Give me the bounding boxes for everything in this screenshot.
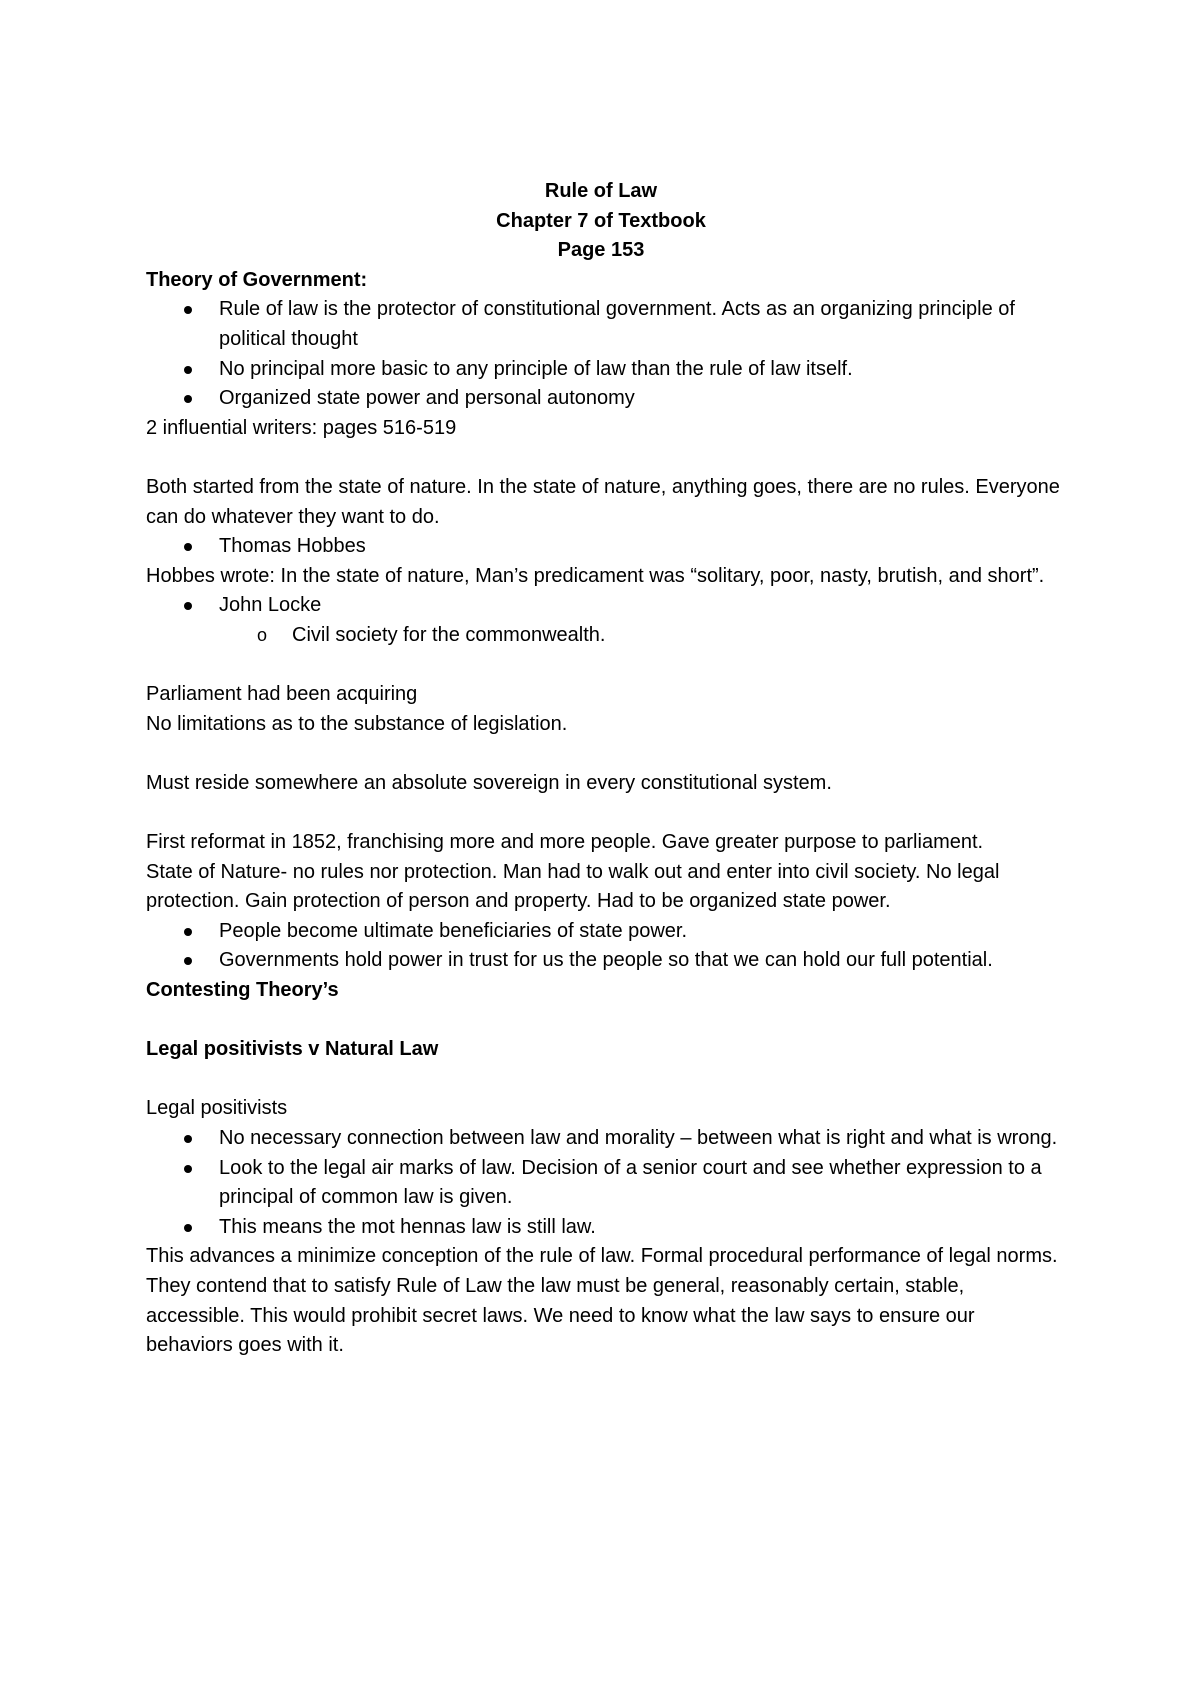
spacer — [146, 651, 1066, 681]
list-item — [146, 355, 1066, 385]
parliament-line: Parliament had been acquiring — [146, 683, 418, 706]
bullet-icon — [184, 543, 192, 551]
list-item — [146, 295, 1066, 354]
bullet-icon — [184, 366, 192, 374]
list-item-text: Governments hold power in trust for us the people so that we can hold our full potential. — [219, 949, 993, 972]
section-subheading: Legal positivists v Natural Law — [146, 1038, 439, 1061]
list-item-text: Look to the legal air marks of law. Decision of a senior court and see whether expression to a principal of common law is given. — [219, 1156, 1042, 1209]
list-item — [146, 532, 1066, 562]
list-item — [146, 1154, 1066, 1213]
list-item-text: Rule of law is the protector of constitutional government. Acts as an organizing principle of political thought — [219, 298, 1015, 350]
list-item-text: Organized state power and personal autonomy — [219, 387, 635, 410]
bullet-icon — [184, 1135, 192, 1143]
bullet-icon — [184, 306, 192, 314]
reformat-paragraph: First reformat in 1852, franchising more and more people. Gave greater purpose to parliament. — [146, 831, 984, 854]
state-of-nature-intro: Both started from the state of nature. In the state of nature, anything goes, there are no rules. Everyone can do whatever they want to do. — [146, 475, 1060, 528]
locke-sub-list — [146, 621, 1066, 651]
section-heading-theory: Theory of Government: — [146, 268, 368, 291]
list-item — [146, 621, 1066, 651]
state-of-nature-paragraph: State of Nature- no rules nor protection. Man had to walk out and enter into civil society. No legal protection. Gain protection of person and property. Had to be organized state power. — [146, 860, 1000, 913]
bullet-icon — [184, 395, 192, 403]
list-item — [146, 384, 1066, 414]
spacer — [146, 798, 1066, 828]
spacer — [146, 443, 1066, 473]
bullet-icon — [184, 1224, 192, 1232]
page-reference: Page 153 — [557, 239, 645, 262]
hobbes-bullet-list — [146, 532, 1066, 562]
list-item-text: Thomas Hobbes — [219, 535, 366, 558]
list-item — [146, 591, 1066, 621]
beneficiaries-bullet-list — [146, 917, 1066, 976]
hobbes-quote: Hobbes wrote: In the state of nature, Man’s predicament was “solitary, poor, nasty, brutish, and short”. — [146, 564, 1045, 587]
list-item — [146, 917, 1066, 947]
chapter-reference: Chapter 7 of Textbook — [496, 209, 706, 232]
list-item-text: Civil society for the commonwealth. — [292, 623, 606, 646]
list-item-text: No principal more basic to any principle of law than the rule of law itself. — [219, 357, 853, 380]
list-item-text: John Locke — [219, 594, 322, 617]
legal-positivists-label: Legal positivists — [146, 1097, 288, 1120]
conclusion-paragraph: This advances a minimize conception of the rule of law. Formal procedural performance of legal norms. They contend that to satisfy Rule of Law the law must be general, reasonably certain, stable, accessible. This would prohibit secret laws. We need to know what the law says to ensure our behaviors goes with it. — [146, 1245, 1058, 1357]
bullet-icon — [184, 928, 192, 936]
bullet-icon — [184, 957, 192, 965]
section-heading-contesting: Contesting Theory’s — [146, 979, 339, 1002]
list-item — [146, 946, 1066, 976]
theory-bullet-list — [146, 295, 1066, 413]
document-body — [146, 177, 1066, 1361]
sub-bullet-icon: o — [257, 624, 268, 645]
spacer — [146, 739, 1066, 769]
writers-note: 2 influential writers: pages 516-519 — [146, 416, 457, 439]
bullet-icon — [184, 1165, 192, 1173]
positivists-bullet-list — [146, 1124, 1066, 1242]
limitations-line: No limitations as to the substance of legislation. — [146, 712, 568, 735]
list-item-text: This means the mot hennas law is still law. — [219, 1215, 596, 1238]
spacer — [146, 1006, 1066, 1036]
sovereign-line: Must reside somewhere an absolute sovereign in every constitutional system. — [146, 771, 832, 794]
list-item — [146, 1124, 1066, 1154]
document-title: Rule of Law — [544, 180, 658, 202]
locke-bullet-list — [146, 591, 1066, 621]
list-item-text: No necessary connection between law and morality – between what is right and what is wrong. — [219, 1127, 1058, 1149]
list-item — [146, 1213, 1066, 1243]
bullet-icon — [184, 602, 192, 610]
spacer — [146, 1065, 1066, 1095]
list-item-text: People become ultimate beneficiaries of state power. — [219, 919, 688, 942]
